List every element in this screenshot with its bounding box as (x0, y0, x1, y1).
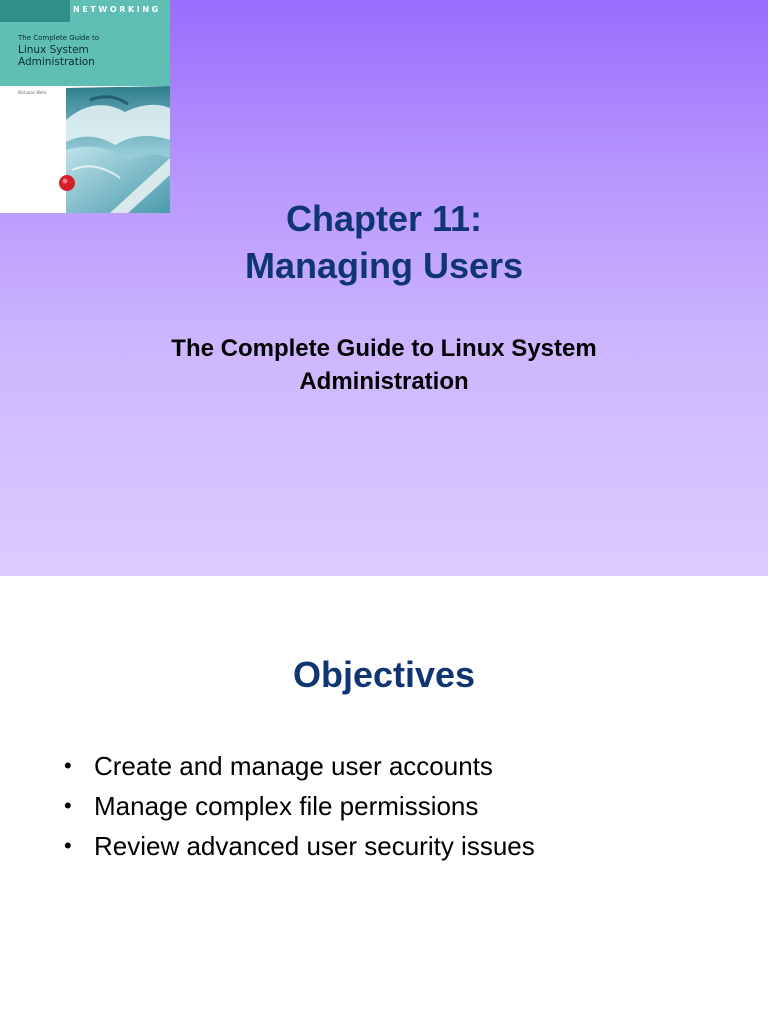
cover-author: Nicholas Wells (18, 90, 47, 95)
book-cover-image (0, 0, 170, 213)
cover-title-line2: Linux System (18, 44, 89, 56)
cover-title-line1: The Complete Guide to (18, 34, 100, 42)
chapter-title (0, 195, 768, 289)
cover-series-label: NETWORKING (73, 5, 161, 14)
objectives-slide (0, 576, 768, 1024)
bullet-icon: • (64, 753, 72, 778)
cover-title-line3: Administration (18, 56, 95, 68)
objectives-list (64, 746, 535, 866)
list-item-text: Create and manage user accounts (94, 751, 493, 781)
list-item (64, 826, 535, 866)
list-item (64, 746, 535, 786)
list-item-text: Review advanced user security issues (94, 831, 535, 861)
cover-artwork (0, 0, 170, 213)
bullet-icon: • (64, 793, 72, 818)
list-item (64, 786, 535, 826)
objectives-title: Objectives (292, 654, 476, 695)
bullet-icon: • (64, 833, 72, 858)
book-subtitle (0, 332, 768, 398)
chapter-number: Chapter 11: (285, 198, 483, 239)
list-item-text: Manage complex file permissions (94, 791, 479, 821)
subtitle-line1: The Complete Guide to Linux System (171, 335, 597, 362)
chapter-name: Managing Users (244, 245, 524, 286)
subtitle-line2: Administration (299, 368, 469, 395)
